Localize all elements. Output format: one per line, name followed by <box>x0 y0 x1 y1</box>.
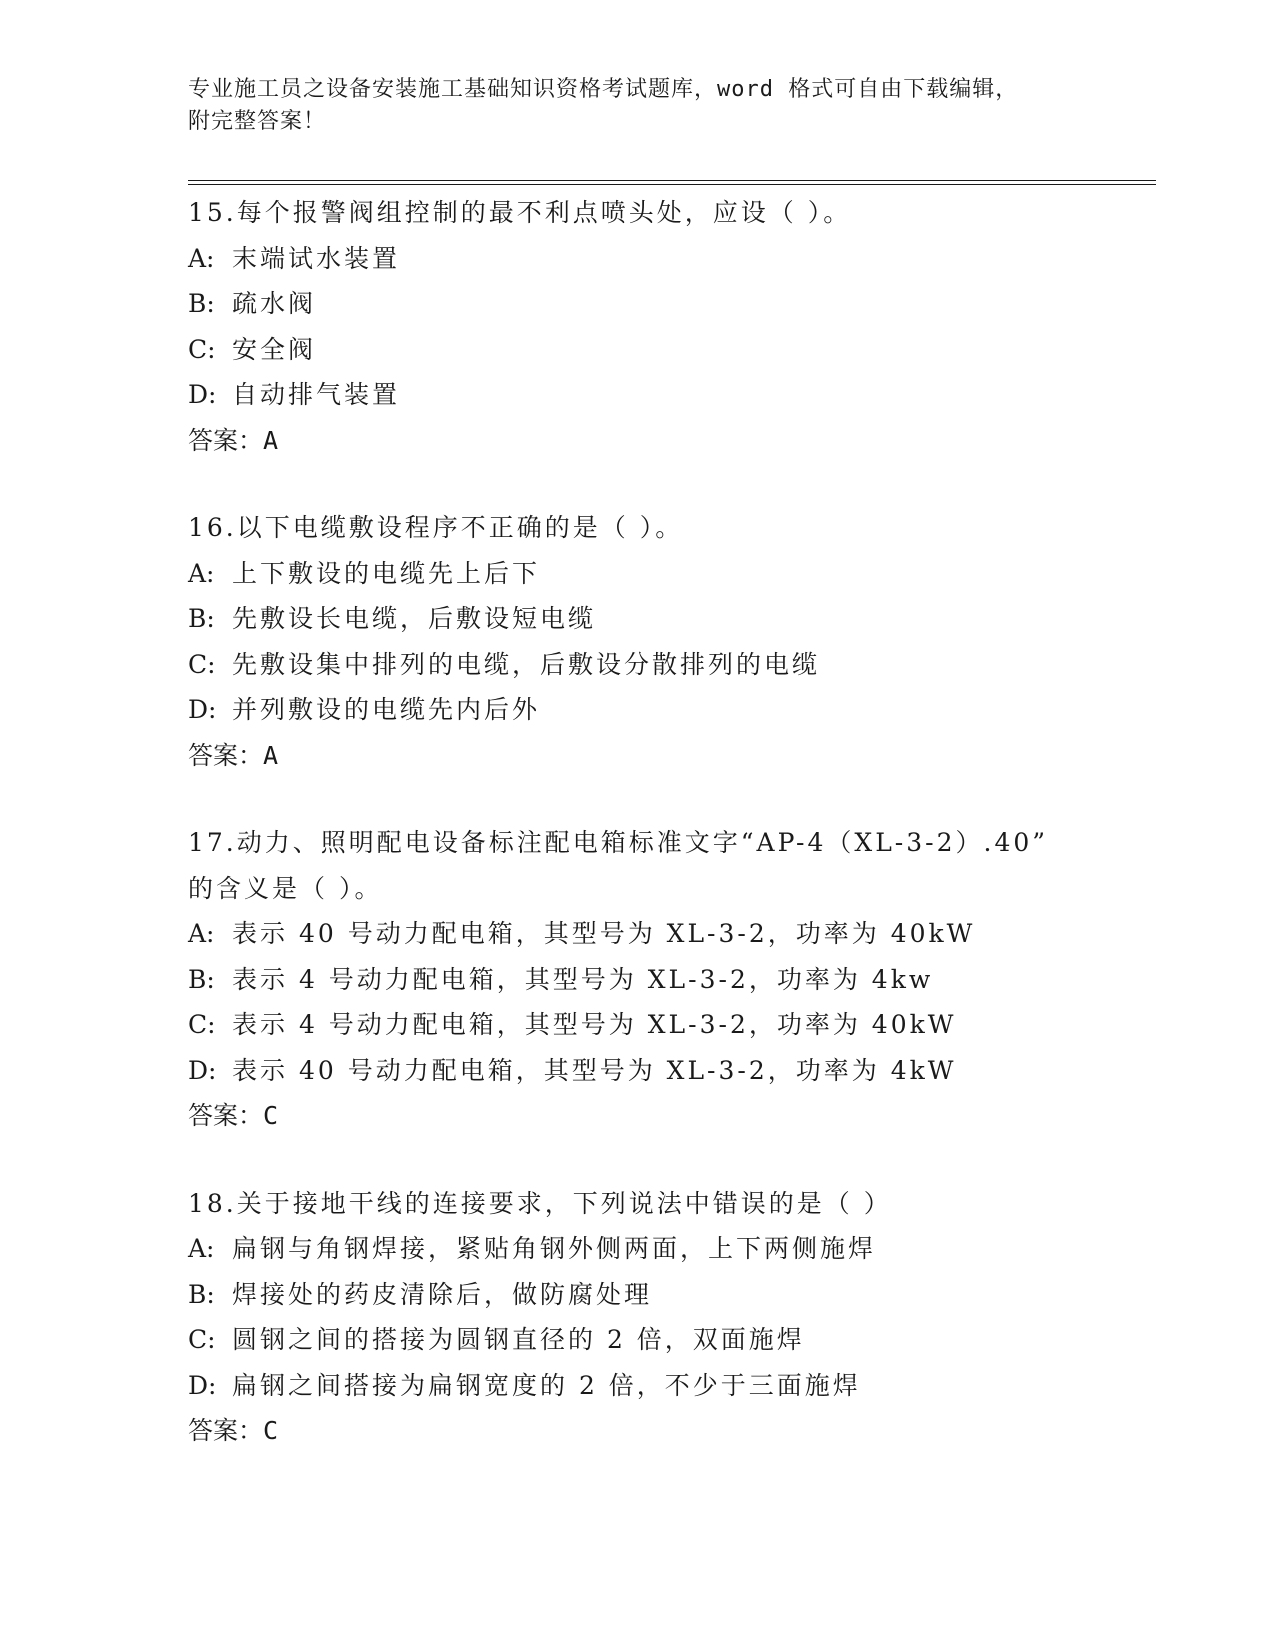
option-letter: D: <box>188 380 217 409</box>
option-b <box>188 957 1128 1003</box>
question-stem: 18.关于接地干线的连接要求，下列说法中错误的是（ ） <box>188 1188 892 1218</box>
option-text: 自动排气装置 <box>232 380 401 409</box>
option-b <box>188 1272 1128 1318</box>
header-divider-bottom <box>188 184 1156 185</box>
option-text: 先敷设长电缆，后敷设短电缆 <box>232 604 597 633</box>
question-15 <box>188 190 1128 463</box>
option-d <box>188 1363 1128 1409</box>
option-text: 圆钢之间的搭接为圆钢直径的 2 倍，双面施焊 <box>232 1325 805 1354</box>
answer-line: 答案：C <box>188 1101 279 1130</box>
option-letter: B: <box>188 964 215 994</box>
answer-line: 答案：A <box>188 425 279 455</box>
option-letter: B: <box>188 604 215 633</box>
document-header <box>188 74 1088 138</box>
option-text: 安全阀 <box>232 334 317 364</box>
option-text: 上下敷设的电缆先上后下 <box>232 558 541 588</box>
option-letter: B: <box>188 1279 215 1309</box>
option-text: 并列敷设的电缆先内后外 <box>232 695 541 724</box>
option-text: 焊接处的药皮清除后，做防腐处理 <box>232 1279 653 1309</box>
header-line-1: 专业施工员之设备安装施工基础知识资格考试题库，word 格式可自由下载编辑， <box>188 77 1019 102</box>
option-a <box>188 1226 1128 1272</box>
answer-line: 答案：A <box>188 740 279 770</box>
option-d <box>188 1048 1128 1094</box>
answer-line: 答案：C <box>188 1416 279 1445</box>
option-letter: A: <box>188 243 215 273</box>
option-a <box>188 236 1128 282</box>
option-letter: D: <box>188 695 217 724</box>
option-c <box>188 327 1128 373</box>
question-stem-continued: 的含义是（ ）。 <box>188 873 383 903</box>
option-text: 疏水阀 <box>232 289 317 318</box>
option-text: 扁钢与角钢焊接，紧贴角钢外侧两面，上下两侧施焊 <box>232 1234 877 1263</box>
option-d <box>188 687 1128 733</box>
option-a <box>188 911 1128 957</box>
option-text: 先敷设集中排列的电缆，后敷设分散排列的电缆 <box>232 649 821 679</box>
option-letter: D: <box>188 1055 217 1085</box>
option-text: 表示 40 号动力配电箱，其型号为 XL-3-2，功率为 40kW <box>232 919 976 948</box>
question-17 <box>188 820 1128 1139</box>
question-18 <box>188 1181 1128 1454</box>
option-c <box>188 642 1128 688</box>
option-text: 扁钢之间搭接为扁钢宽度的 2 倍，不少于三面施焊 <box>232 1370 861 1400</box>
option-letter: B: <box>188 289 215 318</box>
header-line-2: 附完整答案！ <box>188 109 327 134</box>
question-list <box>188 190 1128 1496</box>
option-letter: C: <box>188 649 216 679</box>
option-letter: D: <box>188 1370 217 1400</box>
option-letter: A: <box>188 919 215 948</box>
option-text: 表示 4 号动力配电箱，其型号为 XL-3-2，功率为 4kw <box>232 964 934 994</box>
question-stem: 15.每个报警阀组控制的最不利点喷头处，应设（ ）。 <box>188 198 852 227</box>
option-letter: C: <box>188 334 216 364</box>
option-letter: C: <box>188 1010 216 1039</box>
option-c <box>188 1002 1128 1048</box>
option-a <box>188 551 1128 597</box>
option-text: 末端试水装置 <box>232 243 401 273</box>
option-letter: C: <box>188 1325 216 1354</box>
option-b <box>188 281 1128 327</box>
option-b <box>188 596 1128 642</box>
question-16 <box>188 505 1128 778</box>
question-stem: 16.以下电缆敷设程序不正确的是（ ）。 <box>188 513 684 542</box>
option-d <box>188 372 1128 418</box>
option-letter: A: <box>188 558 215 588</box>
option-letter: A: <box>188 1234 215 1263</box>
option-text: 表示 40 号动力配电箱，其型号为 XL-3-2，功率为 4kW <box>232 1055 957 1085</box>
header-divider-top <box>188 180 1156 181</box>
question-stem: 17.动力、照明配电设备标注配电箱标准文字“AP-4（XL-3-2）.40” <box>188 828 1049 857</box>
option-c <box>188 1317 1128 1363</box>
option-text: 表示 4 号动力配电箱，其型号为 XL-3-2，功率为 40kW <box>232 1010 957 1039</box>
